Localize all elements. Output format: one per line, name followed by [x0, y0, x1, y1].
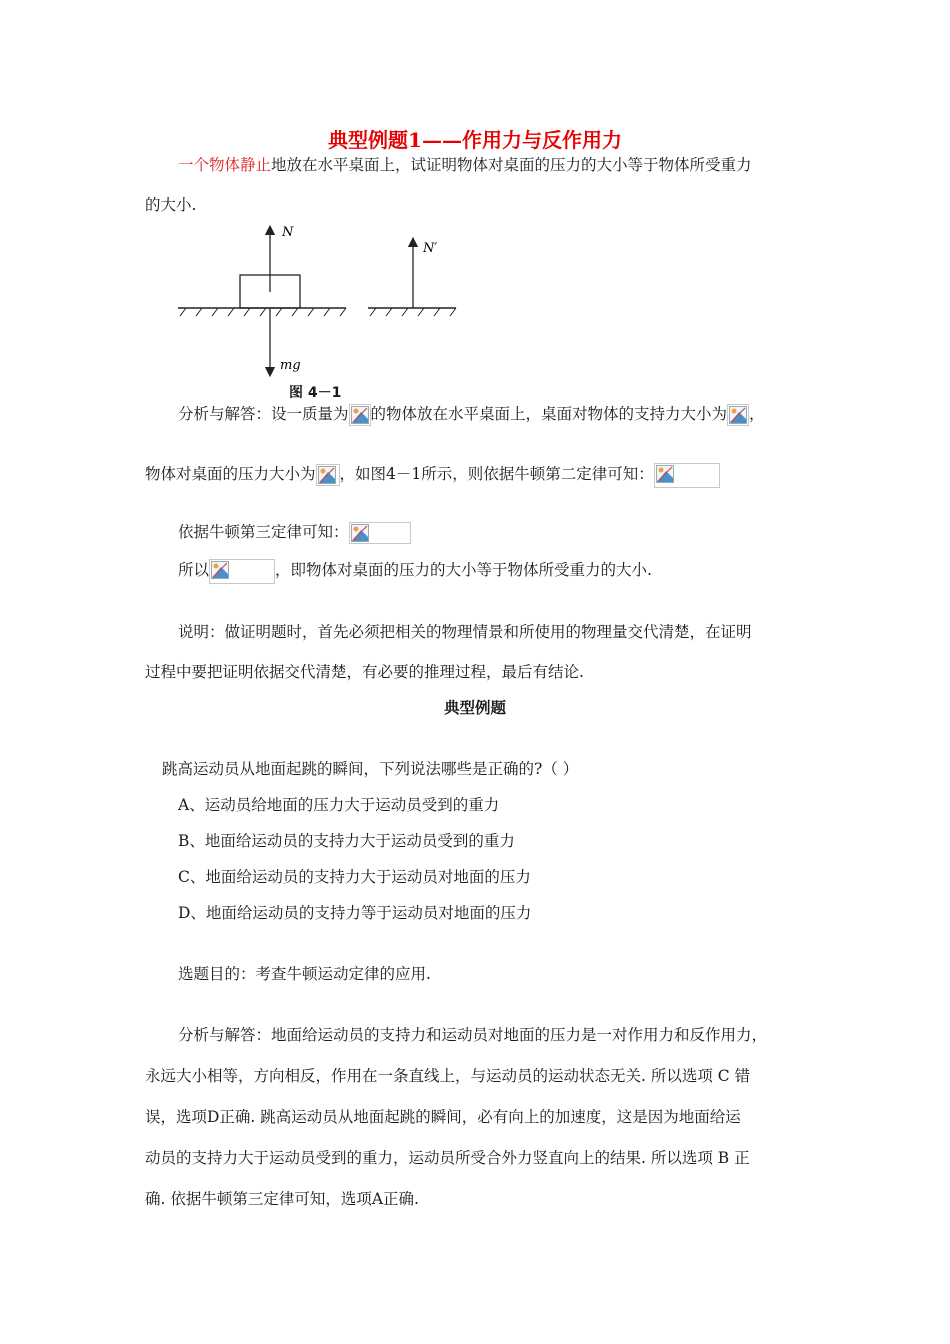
image-placeholder-icon	[729, 406, 747, 424]
analysis-line-1	[178, 402, 765, 426]
analysis-text: 依据牛顿第三定律可知：	[178, 523, 349, 541]
analysis2-line-5: 确. 依据牛顿第三定律可知，选项A正确.	[145, 1190, 419, 1208]
formula-image-n-prime	[316, 464, 340, 486]
analysis2-line-1: 分析与解答：地面给运动员的支持力和运动员对地面的压力是一对作用力和反作用力，	[178, 1026, 768, 1044]
ground-hatch-right	[370, 308, 456, 316]
question-stem: 跳高运动员从地面起跳的瞬间，下列说法哪些是正确的?（ ）	[162, 760, 579, 778]
figure-caption: 图 4－1	[289, 385, 342, 401]
image-placeholder-icon	[656, 465, 674, 483]
analysis-line-2	[145, 462, 720, 488]
analysis2-line-3: 误，选项D正确. 跳高运动员从地面起跳的瞬间，必有向上的加速度，这是因为地面给运	[145, 1108, 741, 1126]
analysis-text: 的物体放在水平桌面上，桌面对物体的支持力大小为	[370, 405, 728, 423]
analysis-text: 所以	[178, 561, 210, 579]
label-n-prime: N′	[423, 241, 438, 256]
analysis-line-4	[178, 558, 652, 584]
image-placeholder-icon	[318, 466, 336, 484]
analysis-text: ，如图4－1所示，则依据牛顿第二定律可知：	[339, 465, 654, 483]
analysis-text: ，即物体对桌面的压力的大小等于物体所受重力的大小.	[275, 561, 652, 579]
page-title: 典型例题1——作用力与反作用力	[328, 128, 622, 152]
image-placeholder-icon	[351, 524, 369, 542]
analysis-text: 分析与解答：设一质量为	[178, 405, 349, 423]
force-diagram	[170, 222, 470, 382]
option-c: C、地面给运动员的支持力大于运动员对地面的压力	[178, 868, 531, 886]
ground-hatch-left	[180, 308, 346, 316]
image-placeholder-icon	[351, 406, 369, 424]
problem-highlight: 一个物体静止	[178, 156, 272, 174]
formula-image-m	[349, 404, 371, 426]
analysis2-line-2: 永远大小相等，方向相反，作用在一条直线上，与运动员的运动状态无关. 所以选项 C 错	[145, 1067, 751, 1085]
note-line-1: 说明：做证明题时，首先必须把相关的物理情景和所使用的物理量交代清楚，在证明	[178, 623, 752, 641]
analysis2-line-4: 动员的支持力大于运动员受到的重力，运动员所受合外力竖直向上的结果. 所以选项 B 正	[145, 1149, 750, 1167]
formula-image-newton-second	[654, 463, 720, 488]
analysis-text: ，	[749, 405, 765, 423]
section-title: 典型例题	[443, 698, 506, 717]
option-b: B、地面给运动员的支持力大于运动员受到的重力	[178, 832, 515, 850]
formula-image-newton-third	[349, 522, 411, 544]
formula-image-conclusion	[209, 559, 275, 584]
option-d: D、地面给运动员的支持力等于运动员对地面的压力	[178, 904, 532, 922]
analysis-text: 物体对桌面的压力大小为	[145, 465, 316, 483]
purpose: 选题目的：考查牛顿运动定律的应用.	[178, 965, 431, 983]
label-mg: mg	[280, 358, 301, 373]
option-a: A、运动员给地面的压力大于运动员受到的重力	[178, 796, 500, 814]
problem-line-2: 的大小.	[145, 196, 197, 214]
image-placeholder-icon	[211, 561, 229, 579]
analysis-line-3	[178, 520, 411, 544]
problem-text: 地放在水平桌面上，试证明物体对桌面的压力的大小等于物体所受重力	[271, 156, 752, 174]
problem-line-1	[178, 153, 752, 175]
label-n: N	[282, 225, 294, 240]
note-line-2: 过程中要把证明依据交代清楚，有必要的推理过程，最后有结论.	[145, 663, 584, 681]
formula-image-n	[727, 404, 749, 426]
